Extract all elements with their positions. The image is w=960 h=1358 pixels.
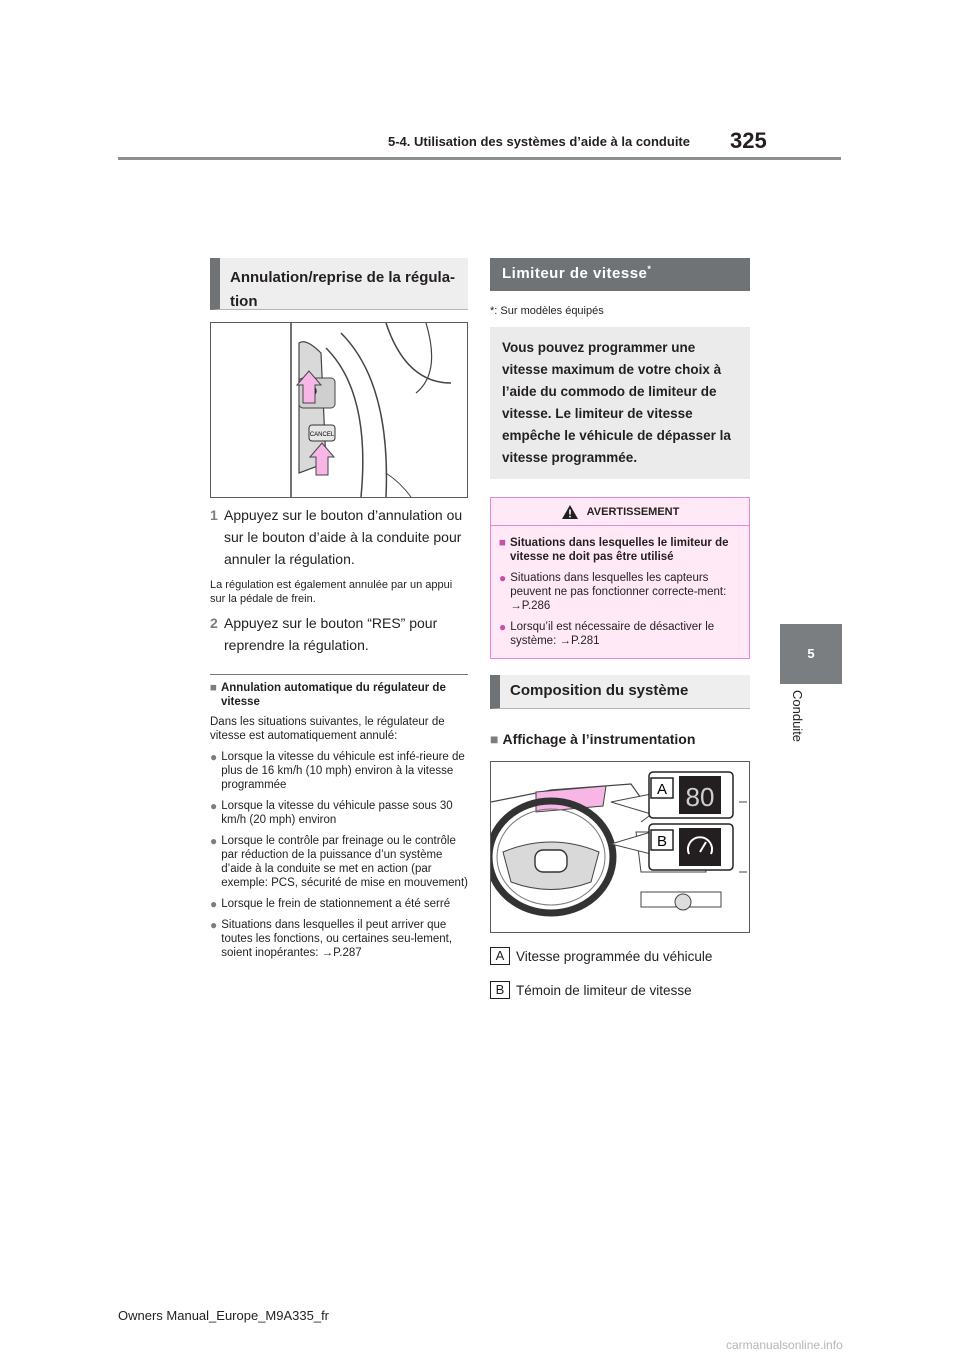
legend-item-a <box>490 947 750 965</box>
legend-key-b: B <box>490 981 510 999</box>
right-column <box>490 258 750 999</box>
square-bullet-icon: ■ <box>210 682 217 694</box>
speed-limiter-intro: Vous pouvez programmer une vitesse maximum de votre choix à l’aide du commodo de limiteur de vitesse. Le limiteur de vitesse empêche le véhicule de dépasser la vitesse programmée. <box>490 327 750 479</box>
equipped-footnote: *: Sur modèles équipés <box>490 305 604 317</box>
step-2-text: Appuyez sur le bouton “RES” pour reprendre la régulation. <box>224 615 438 653</box>
list-item-text: Lorsque le frein de stationnement a été serré <box>221 898 451 910</box>
chapter-label: Conduite <box>790 690 805 743</box>
legend-text-b: Témoin de limiteur de vitesse <box>516 982 692 998</box>
step-1-text: Appuyez sur le bouton d’annulation ou sur le bouton d’aide à la conduite pour annuler la régulation. <box>224 507 463 567</box>
warning-header <box>491 498 749 526</box>
svg-text:B: B <box>656 833 668 850</box>
list-item <box>210 799 468 827</box>
footer-doc-id: Owners Manual_Europe_M9A335_fr <box>118 1308 330 1323</box>
auto-cancel-title-text: Annulation automatique du régulateur de vitesse <box>220 682 446 708</box>
auto-cancel-title <box>210 681 468 709</box>
warning-triangle-icon <box>561 504 579 520</box>
step-2 <box>210 612 468 656</box>
warning-body <box>491 526 749 658</box>
step-2-number: 2 <box>210 615 218 631</box>
list-item <box>210 834 468 890</box>
page-number: 325 <box>730 128 767 153</box>
list-item <box>210 918 468 960</box>
cancel-button-label: CANCEL <box>309 432 335 438</box>
bullet-dot-icon: ● <box>210 834 218 848</box>
list-item-text: Lorsque le contrôle par freinage ou le contrôle par réduction de la puissance d’un système d’aide à la conduite se met en action (par exemple: PCS, sécurité de mise en mouvement) <box>221 835 468 889</box>
instrument-title <box>490 731 750 747</box>
cancel-resume-heading: Annulation/reprise de la régula-tion <box>210 258 468 310</box>
bullet-dot-icon: ● <box>210 799 218 813</box>
instrument-title-text: Affichage à l’instrumentation <box>502 731 696 747</box>
warning-box <box>490 497 750 659</box>
list-item <box>499 571 741 613</box>
auto-cancel-section <box>210 674 468 960</box>
list-item-text: Lorsque la vitesse du véhicule est infé-rieure de plus de 16 km/h (10 mph) environ à la vitesse programmée <box>221 751 465 791</box>
steering-switch-figure <box>210 322 468 498</box>
brake-note: La régulation est également annulée par un appui sur la pédale de frein. <box>210 579 453 605</box>
chapter-tab[interactable]: 5 <box>780 624 842 684</box>
svg-text:A: A <box>656 781 668 798</box>
legend-text-a: Vitesse programmée du véhicule <box>516 948 713 964</box>
steering-switch-illustration <box>211 323 467 497</box>
square-bullet-icon: ■ <box>490 731 499 747</box>
warning-subtitle <box>499 536 741 564</box>
bullet-dot-icon: ● <box>210 750 218 764</box>
list-item <box>499 620 741 648</box>
auto-cancel-intro: Dans les situations suivantes, le régulateur de vitesse est automatiquement annulé: <box>210 716 445 742</box>
watermark: carmanualsonline.info <box>726 1338 843 1352</box>
bullet-dot-icon: ● <box>499 571 507 585</box>
bullet-dot-icon: ● <box>210 897 218 911</box>
list-item <box>210 897 468 911</box>
list-item-text: Lorsque la vitesse du véhicule passe sous 30 km/h (20 mph) environ <box>221 800 453 826</box>
section-title: 5-4. Utilisation des systèmes d’aide à la conduite <box>388 134 690 149</box>
step-1-number: 1 <box>210 507 218 523</box>
list-item <box>210 750 468 792</box>
left-column <box>210 258 468 960</box>
bullet-dot-icon: ● <box>499 620 507 634</box>
list-item-text: Lorsqu’il est nécessaire de désactiver le système: →P.281 <box>510 621 715 647</box>
footnote-mark: * <box>647 264 652 274</box>
set-speed-readout: 80 <box>685 782 715 812</box>
bullet-dot-icon: ● <box>210 918 218 932</box>
warning-subtitle-text: Situations dans lesquelles le limiteur de vitesse ne doit pas être utilisé <box>509 537 729 563</box>
legend-item-b <box>490 981 750 999</box>
square-bullet-icon: ■ <box>499 537 506 549</box>
speed-limiter-heading-text: Limiteur de vitesse <box>502 265 648 282</box>
legend-key-a: A <box>490 947 510 965</box>
composition-heading: Composition du système <box>490 675 750 709</box>
warning-title: AVERTISSEMENT <box>586 505 680 518</box>
step-1 <box>210 504 468 570</box>
instrument-figure <box>490 761 750 933</box>
speed-limiter-heading <box>490 258 750 291</box>
list-item-text: Situations dans lesquelles il peut arriver que toutes les fonctions, ou certaines seu-lement, soient inopérantes: →P.287 <box>221 919 453 959</box>
dashboard-illustration <box>491 762 747 932</box>
list-item-text: Situations dans lesquelles les capteurs peuvent ne pas fonctionner correcte-ment: →P.286 <box>510 572 727 612</box>
header-rule <box>118 157 841 160</box>
